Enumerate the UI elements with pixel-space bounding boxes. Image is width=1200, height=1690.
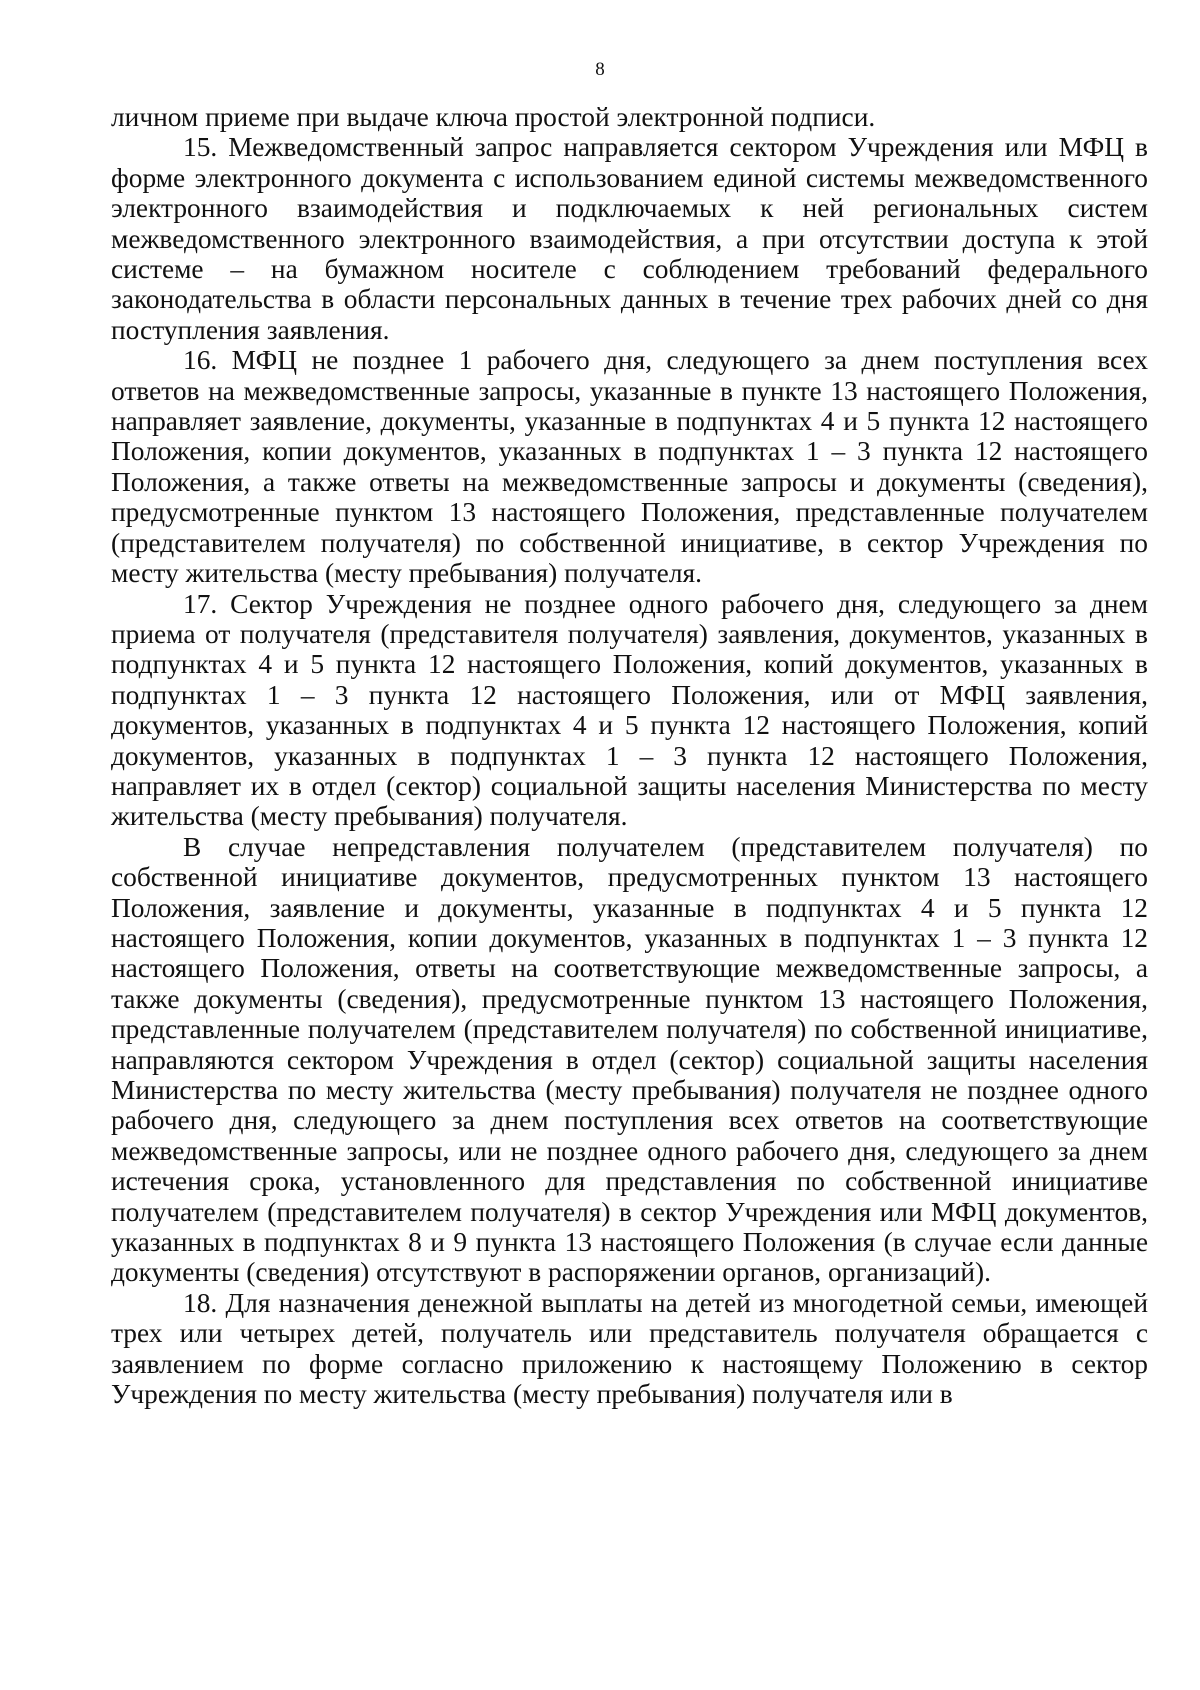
paragraph-item-18: 18. Для назначения денежной выплаты на детей из многодетной семьи, имеющей трех или четырех детей, получатель или представитель получателя обращается с заявлением по форме согласно приложению к настоящему Положению в сектор Учреждения по месту жительства (месту пребывания) получателя или в bbox=[111, 1287, 1148, 1410]
paragraph-item-17-non-submission: В случае непредставления получателем (представителем получателя) по собственной инициативе документов, предусмотренных пунктом 13 настоящего Положения, заявление и документы, указанные в подпунктах 4 и 5 пункта 12 настоящего Положения, копии документов, указанных в подпунктах 1 – 3 пункта 12 настоящего Положения, ответы на соответствующие межведомственные запросы, а также документы (сведения), предусмотренные пунктом 13 настоящего Положения, представленные получателем (представителем получателя) по собственной инициативе, направляются сектором Учреждения в отдел (сектор) социальной защиты населения Министерства по месту жительства (месту пребывания) получателя не позднее одного рабочего дня, следующего за днем поступления всех ответов на соответствующие межведомственные запросы, или не позднее одного рабочего дня, следующего за днем истечения срока, установленного для представления по собственной инициативе получателем (представителем получателя) в сектор Учреждения или МФЦ документов, указанных в подпунктах 8 и 9 пункта 13 настоящего Положения (в случае если данные документы (сведения) отсутствуют в распоряжении органов, организаций). bbox=[111, 831, 1148, 1288]
page-number: 8 bbox=[595, 59, 605, 80]
document-body bbox=[111, 102, 1148, 1409]
paragraph-item-16: 16. МФЦ не позднее 1 рабочего дня, следующего за днем поступления всех ответов на межведомственные запросы, указанные в пункте 13 настоящего Положения, направляет заявление, документы, указанные в подпунктах 4 и 5 пункта 12 настоящего Положения, копии документов, указанных в подпунктах 1 – 3 пункта 12 настоящего Положения, а также ответы на межведомственные запросы и документы (сведения), предусмотренные пунктом 13 настоящего Положения, представленные получателем (представителем получателя) по собственной инициативе, в сектор Учреждения по месту жительства (месту пребывания) получателя. bbox=[111, 345, 1148, 589]
paragraph-item-17: 17. Сектор Учреждения не позднее одного рабочего дня, следующего за днем приема от получателя (представителя получателя) заявления, документов, указанных в подпунктах 4 и 5 пункта 12 настоящего Положения, копий документов, указанных в подпунктах 1 – 3 пункта 12 настоящего Положения, или от МФЦ заявления, документов, указанных в подпунктах 4 и 5 пункта 12 настоящего Положения, копий документов, указанных в подпунктах 1 – 3 пункта 12 настоящего Положения, направляет их в отдел (сектор) социальной защиты населения Министерства по месту жительства (месту пребывания) получателя. bbox=[111, 588, 1148, 832]
paragraph-continuation: личном приеме при выдаче ключа простой электронной подписи. bbox=[111, 102, 876, 132]
paragraph-item-15: 15. Межведомственный запрос направляется сектором Учреждения или МФЦ в форме электронного документа с использованием единой системы межведомственного электронного взаимодействия и подключаемых к ней региональных систем межведомственного электронного взаимодействия, а при отсутствии доступа к этой системе – на бумажном носителе с соблюдением требований федерального законодательства в области персональных данных в течение трех рабочих дней со дня поступления заявления. bbox=[111, 132, 1148, 345]
